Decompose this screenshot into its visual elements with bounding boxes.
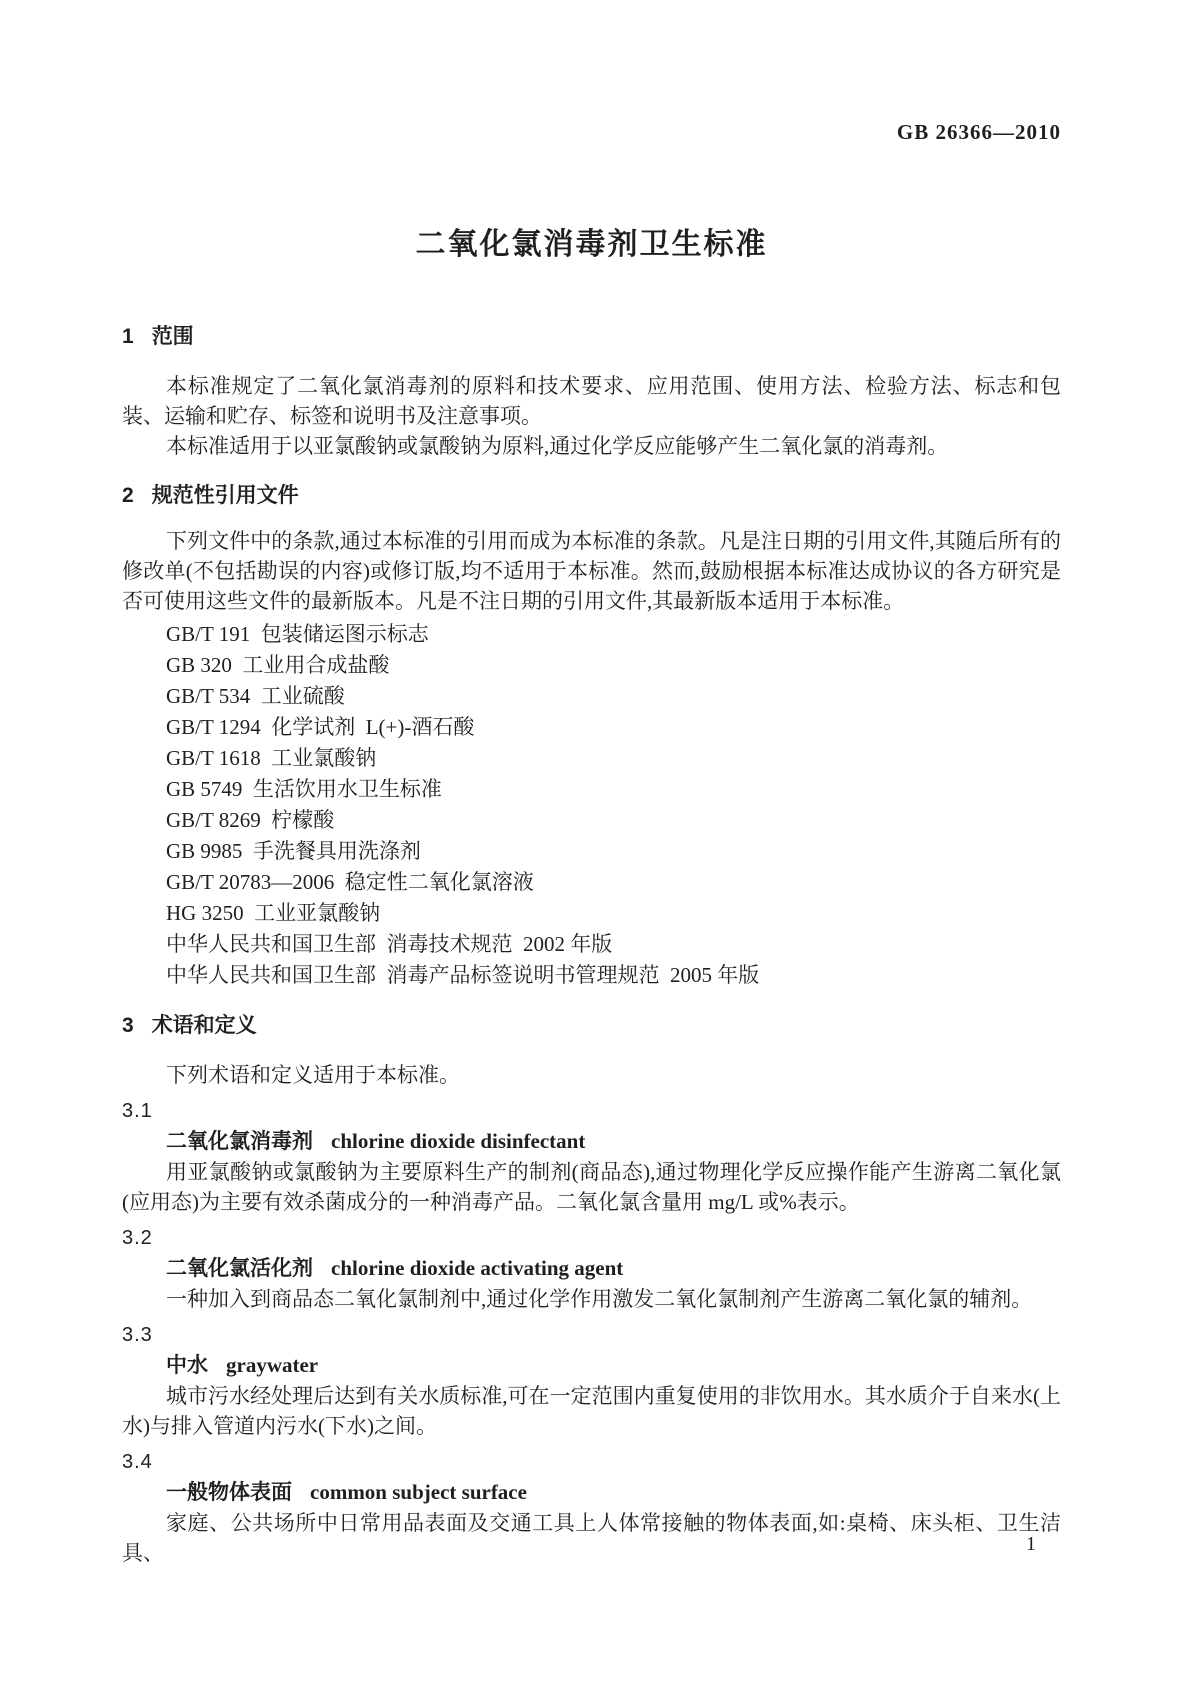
term-definition: 用亚氯酸钠或氯酸钠为主要原料生产的制剂(商品态),通过物理化学反应操作能产生游离二氧化氯(应用态)为主要有效杀菌成分的一种消毒产品。二氧化氯含量用 mg/L 或%表示。 bbox=[122, 1160, 1061, 1214]
term-number: 3.1 bbox=[122, 1100, 153, 1122]
section-1-number: 1 bbox=[122, 325, 134, 348]
reference-item: GB/T 191 包装储运图示标志 bbox=[166, 622, 429, 646]
term-3-1 bbox=[122, 1096, 1061, 1217]
reference-item: 中华人民共和国卫生部 消毒产品标签说明书管理规范 2005 年版 bbox=[166, 963, 760, 987]
section-1-paragraph: 本标准适用于以亚氯酸钠或氯酸钠为原料,通过化学反应能够产生二氧化氯的消毒剂。 bbox=[166, 434, 949, 458]
term-name-cn: 二氧化氯消毒剂 bbox=[166, 1130, 313, 1153]
document-title: 二氧化氯消毒剂卫生标准 bbox=[415, 228, 768, 261]
term-definition: 家庭、公共场所中日常用品表面及交通工具上人体常接触的物体表面,如:桌椅、床头柜、卫生洁具、 bbox=[122, 1511, 1061, 1565]
section-1-heading bbox=[122, 324, 1061, 349]
term-name-cn: 一般物体表面 bbox=[166, 1481, 292, 1504]
section-1-paragraph: 本标准规定了二氧化氯消毒剂的原料和技术要求、应用范围、使用方法、检验方法、标志和包装、运输和贮存、标签和说明书及注意事项。 bbox=[122, 374, 1061, 428]
section-3-intro: 下列术语和定义适用于本标准。 bbox=[166, 1063, 460, 1087]
term-name bbox=[122, 1477, 1061, 1508]
term-definition: 城市污水经处理后达到有关水质标准,可在一定范围内重复使用的非饮用水。其水质介于自来水(上水)与排入管道内污水(下水)之间。 bbox=[122, 1384, 1061, 1438]
reference-item: 中华人民共和国卫生部 消毒技术规范 2002 年版 bbox=[166, 932, 613, 956]
term-3-4 bbox=[122, 1447, 1061, 1568]
reference-item: GB 320 工业用合成盐酸 bbox=[166, 653, 390, 677]
term-3-2 bbox=[122, 1223, 1061, 1314]
section-2-heading bbox=[122, 483, 1061, 508]
standard-code: GB 26366—2010 bbox=[896, 120, 1061, 144]
term-number: 3.2 bbox=[122, 1227, 153, 1249]
term-number: 3.3 bbox=[122, 1324, 153, 1346]
term-name-en: chlorine dioxide disinfectant bbox=[331, 1129, 586, 1153]
section-1-title: 范围 bbox=[151, 325, 194, 348]
term-definition: 一种加入到商品态二氧化氯制剂中,通过化学作用激发二氧化氯制剂产生游离二氧化氯的辅剂。 bbox=[166, 1287, 1033, 1311]
reference-item: GB 9985 手洗餐具用洗涤剂 bbox=[166, 839, 421, 863]
term-name-cn: 二氧化氯活化剂 bbox=[166, 1257, 313, 1280]
page-number: 1 bbox=[1026, 1533, 1036, 1555]
reference-item: GB/T 20783—2006 稳定性二氧化氯溶液 bbox=[166, 870, 534, 894]
term-name bbox=[122, 1350, 1061, 1381]
term-name-en: common subject surface bbox=[310, 1480, 527, 1504]
normative-references-list bbox=[122, 619, 1061, 991]
term-name-en: graywater bbox=[226, 1353, 319, 1377]
reference-item: GB/T 1294 化学试剂 L(+)-酒石酸 bbox=[166, 715, 475, 739]
term-name-cn: 中水 bbox=[166, 1354, 208, 1377]
term-name-en: chlorine dioxide activating agent bbox=[331, 1256, 624, 1280]
reference-item: GB/T 1618 工业氯酸钠 bbox=[166, 746, 377, 770]
section-2-paragraph: 下列文件中的条款,通过本标准的引用而成为本标准的条款。凡是注日期的引用文件,其随后所有的修改单(不包括勘误的内容)或修订版,均不适用于本标准。然而,鼓励根据本标准达成协议的各方研究是否可使用这些文件的最新版本。凡是不注日期的引用文件,其最新版本适用于本标准。 bbox=[122, 529, 1061, 613]
section-2-number: 2 bbox=[122, 484, 134, 507]
term-name bbox=[122, 1126, 1061, 1157]
reference-item: HG 3250 工业亚氯酸钠 bbox=[166, 901, 381, 925]
reference-item: GB 5749 生活饮用水卫生标准 bbox=[166, 777, 442, 801]
term-name bbox=[122, 1253, 1061, 1284]
term-number: 3.4 bbox=[122, 1451, 153, 1473]
reference-item: GB/T 8269 柠檬酸 bbox=[166, 808, 335, 832]
section-2-title: 规范性引用文件 bbox=[151, 484, 299, 507]
reference-item: GB/T 534 工业硫酸 bbox=[166, 684, 345, 708]
section-3-number: 3 bbox=[122, 1014, 134, 1037]
section-3-title: 术语和定义 bbox=[151, 1014, 257, 1037]
section-3-heading bbox=[122, 1013, 1061, 1038]
term-3-3 bbox=[122, 1320, 1061, 1441]
